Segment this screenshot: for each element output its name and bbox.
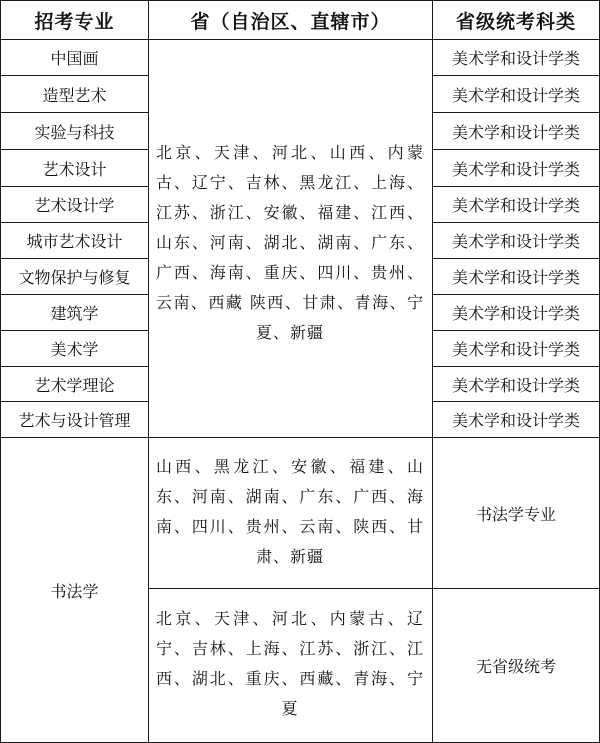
header-category: 省级统考科类	[455, 10, 576, 33]
major-cell: 美术学	[50, 340, 99, 359]
category-cell: 美术学和设计学类	[451, 268, 580, 287]
calligraphy-category-cell: 书法学专业	[475, 504, 556, 524]
category-cell: 美术学和设计学类	[451, 49, 580, 68]
major-cell: 艺术设计学	[34, 196, 115, 215]
major-cell: 实验与科技	[34, 122, 115, 142]
col-divider	[148, 0, 149, 743]
major-cell: 文物保护与修复	[18, 268, 131, 287]
header-provinces: 省（自治区、直辖市）	[190, 10, 391, 33]
header-major: 招考专业	[34, 10, 115, 33]
major-cell: 城市艺术设计	[26, 232, 123, 251]
calligraphy-major-cell: 书法学	[50, 581, 99, 601]
major-cell: 中国画	[50, 49, 99, 68]
major-cell: 建筑学	[50, 304, 99, 323]
border-top	[0, 0, 600, 1]
category-cell: 美术学和设计学类	[451, 411, 580, 430]
major-cell: 艺术与设计管理	[18, 411, 131, 430]
major-cell: 艺术设计	[42, 159, 107, 179]
category-cell: 美术学和设计学类	[451, 232, 580, 251]
calligraphy-category-cell: 无省级统考	[475, 657, 556, 676]
category-cell: 美术学和设计学类	[451, 159, 580, 179]
category-cell: 美术学和设计学类	[451, 304, 580, 323]
category-cell: 美术学和设计学类	[451, 340, 580, 359]
calligraphy-provinces-cell: 北京、天津、河北、内蒙古、辽宁、吉林、上海、江苏、浙江、江西、湖北、重庆、西藏、青海、宁夏	[156, 609, 424, 718]
calligraphy-provinces-cell: 山西、黑龙江、安徽、福建、山东、河南、湖南、广东、广西、海南、四川、贵州、云南、陕西、甘肃、新疆	[156, 457, 424, 566]
category-cell: 美术学和设计学类	[451, 375, 580, 395]
category-cell: 美术学和设计学类	[451, 196, 580, 215]
art-provinces-cell: 北京、天津、河北、山西、内蒙古、辽宁、吉林、黑龙江、上海、江苏、浙江、安徽、福建、江西、山东、河南、湖北、湖南、广东、广西、海南、重庆、四川、贵州、云南、西藏 陕西、甘肃、青海、宁夏、新疆	[156, 143, 424, 342]
major-cell: 艺术学理论	[34, 375, 115, 395]
category-cell: 美术学和设计学类	[451, 85, 580, 105]
major-cell: 造型艺术	[42, 85, 107, 105]
category-cell: 美术学和设计学类	[451, 122, 580, 142]
